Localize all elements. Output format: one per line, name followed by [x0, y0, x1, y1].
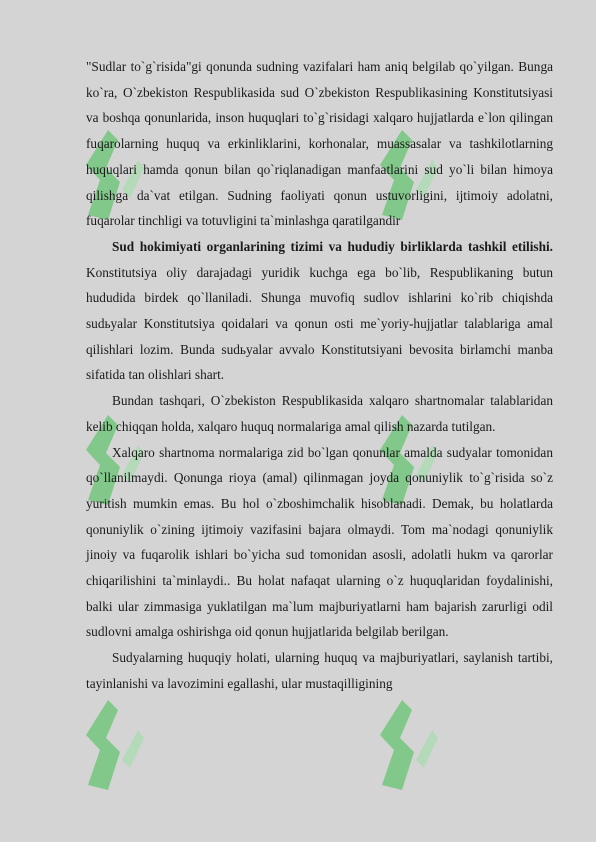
paragraph-3 [86, 388, 553, 439]
body-text [86, 54, 553, 697]
paragraph-text: Konstitutsiya oliy darajadagi yuridik kuchga ega bo`lib, Respublikaning butun hududida birdek qo`llaniladi. Shunga muvofiq sudlov ishlarini ko`rib chiqishda sudьyalar Konstitutsiya qoidalari va qonun osti me`yoriy-hujjatlar talablariga amal qilishlari lozim. Bunda sudьyalar avvalo Konstitutsiyani bevosita birlamchi manba sifatida tan olishlari shart. [86, 264, 553, 383]
watermark-logo-icon [372, 690, 442, 800]
paragraph-2 [86, 234, 553, 388]
paragraph-1 [86, 54, 553, 234]
paragraph-4 [86, 440, 553, 646]
watermark-logo-icon [78, 690, 148, 800]
paragraph-text: Xalqaro shartnoma normalariga zid bo`lgan qonunlar amalda sudyalar tomonidan qo`llanilmaydi. Qonunga rioya (amal) qilinmagan joyda qonuniylik to`g`risida so`z yuritish mumkin emas. Bu hol o`zboshimchalik hisoblanadi. Demak, bu holatlarda qonuniylik o`zining ijtimoiy vazifasini bajara olmaydi. Tom ma`nodagi qonuniylik jinoiy va fuqarolik ishlari bo`yicha sud tomonidan asosli, adolatli hukm va qarorlar chiqarilishini ta`minlaydi.. Bu holat nafaqat ularning o`z huquqlaridan foydalinishi, balki ular zimmasiga yuklatilgan ma`lum majburiyatlarni ham bajarish zarurligi odil sudlovni amalga oshirishga oid qonun hujjatlarida belgilab berilgan. [86, 444, 553, 640]
paragraph-5 [86, 645, 553, 696]
paragraph-text: "Sudlar to`g`risida"gi qonunda sudning vazifalari ham aniq belgilab qo`yilgan. Bunga ko`ra, O`zbekiston Respublikasida sud O`zbekiston Respublikasining Konstitutsiyasi va boshqa qonunlarida, inson huquqlari to`g`risidagi xalqaro hujjatlarda e`lon qilingan fuqarolarning huquq va erkinliklarini, korhonalar, muassasalar va tashkilotlarning huquqlari hamda qonun bilan qo`riqlanadigan manfaatlarini sud yo`li bilan himoya qilishga da`vat etilgan. Sudning faoliyati qonun ustuvorligini, ijtimoiy adolatni, fuqarolar tinchligi va totuvligini ta`minlashga qaratilgandir [86, 59, 553, 229]
paragraph-text: Sudyalarning huquqiy holati, ularning huquq va majburiyatlari, saylanish tartibi, tayinlanishi va lavozimini egallashi, ular mustaqilligining [86, 650, 553, 691]
paragraph-text: Bundan tashqari, O`zbekiston Respublikasida xalqaro shartnomalar talablaridan kelib chiqqan holda, xalqaro huquq normalariga amal qilish nazarda tutilgan. [86, 393, 553, 434]
section-heading: Sud hokimiyati organlarining tizimi va hududiy birliklarda tashkil etilishi. [112, 238, 553, 254]
